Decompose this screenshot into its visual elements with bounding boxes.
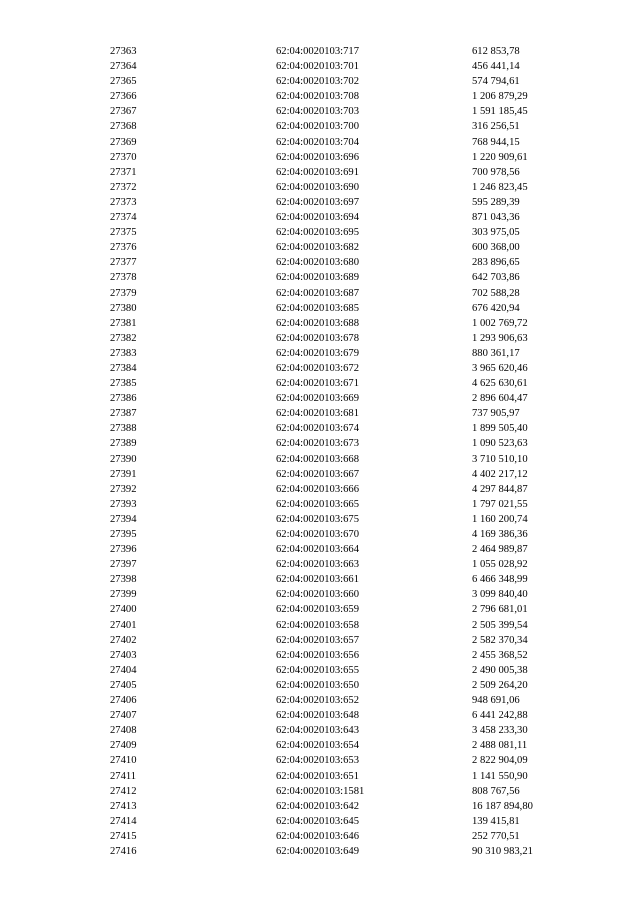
row-number: 27387 (110, 408, 137, 420)
row-number: 27395 (110, 529, 137, 540)
table-row (110, 542, 580, 557)
cadastral-value: 574 794,61 (472, 76, 520, 88)
table-row (110, 270, 580, 285)
row-number: 27367 (110, 106, 137, 118)
cadastral-value: 90 310 983,21 (472, 845, 533, 857)
cadastral-number: 62:04:0020103:649 (276, 845, 359, 857)
cadastral-value: 139 415,81 (472, 815, 520, 827)
row-number: 27402 (110, 634, 137, 646)
cadastral-value: 3 099 840,40 (472, 589, 528, 601)
row-number: 27366 (110, 91, 137, 103)
cadastral-value: 1 090 523,63 (472, 438, 528, 450)
cadastral-number: 62:04:0020103:681 (276, 408, 359, 420)
table-row (110, 376, 580, 391)
cadastral-value: 456 441,14 (472, 61, 520, 73)
table-row (110, 602, 580, 617)
table-row (110, 753, 580, 768)
cadastral-value: 1 220 909,61 (472, 151, 528, 163)
cadastral-number: 62:04:0020103:670 (276, 529, 359, 540)
cadastral-number: 62:04:0020103:682 (276, 242, 359, 254)
cadastral-value: 948 691,06 (472, 695, 520, 707)
cadastral-value: 6 466 348,99 (472, 574, 528, 586)
row-number: 27396 (110, 544, 137, 556)
cadastral-number: 62:04:0020103:671 (276, 378, 359, 390)
cadastral-number: 62:04:0020103:659 (276, 604, 359, 616)
row-number: 27412 (110, 785, 137, 797)
table-row (110, 406, 580, 421)
row-number: 27364 (110, 61, 137, 73)
table-row (110, 59, 580, 74)
cadastral-number: 62:04:0020103:689 (276, 272, 359, 284)
cadastral-number: 62:04:0020103:687 (276, 287, 359, 299)
table-row (110, 678, 580, 693)
cadastral-value: 3 458 233,30 (472, 725, 528, 737)
table-row (110, 844, 580, 859)
cadastral-value: 1 899 505,40 (472, 423, 528, 435)
row-number: 27374 (110, 212, 137, 224)
table-row (110, 618, 580, 633)
row-number: 27375 (110, 227, 137, 239)
table-row (110, 180, 580, 195)
cadastral-number: 62:04:0020103:701 (276, 61, 359, 73)
cadastral-value: 880 361,17 (472, 347, 520, 359)
cadastral-value: 2 896 604,47 (472, 393, 528, 405)
cadastral-number: 62:04:0020103:674 (276, 423, 359, 435)
row-number: 27378 (110, 272, 137, 284)
table-row (110, 633, 580, 648)
row-number: 27371 (110, 166, 137, 178)
row-number: 27363 (110, 46, 137, 57)
row-number: 27372 (110, 181, 137, 193)
row-number: 27401 (110, 619, 137, 631)
table-row (110, 799, 580, 814)
cadastral-value: 1 055 028,92 (472, 559, 528, 571)
table-row (110, 225, 580, 240)
cadastral-value: 871 043,36 (472, 212, 520, 224)
table-row (110, 436, 580, 451)
table-row (110, 708, 580, 723)
table-row (110, 316, 580, 331)
table-row (110, 814, 580, 829)
table-row (110, 44, 580, 59)
cadastral-number: 62:04:0020103:669 (276, 393, 359, 405)
cadastral-value: 4 402 217,12 (472, 468, 528, 480)
cadastral-number: 62:04:0020103:688 (276, 317, 359, 329)
row-number: 27383 (110, 347, 137, 359)
cadastral-value: 16 187 894,80 (472, 800, 533, 812)
row-number: 27380 (110, 302, 137, 314)
table-row (110, 769, 580, 784)
cadastral-number: 62:04:0020103:679 (276, 347, 359, 359)
cadastral-value: 737 905,97 (472, 408, 520, 420)
cadastral-value: 1 293 906,63 (472, 332, 528, 344)
cadastral-value: 2 796 681,01 (472, 604, 528, 616)
cadastral-number: 62:04:0020103:708 (276, 91, 359, 103)
table-row (110, 482, 580, 497)
cadastral-value: 1 160 200,74 (472, 513, 528, 525)
row-number: 27389 (110, 438, 137, 450)
row-number: 27369 (110, 136, 137, 148)
table-row (110, 391, 580, 406)
cadastral-value: 4 625 630,61 (472, 378, 528, 390)
cadastral-number: 62:04:0020103:665 (276, 498, 359, 510)
cadastral-number: 62:04:0020103:673 (276, 438, 359, 450)
table-row (110, 135, 580, 150)
cadastral-number: 62:04:0020103:643 (276, 725, 359, 737)
table-row (110, 210, 580, 225)
cadastral-value: 1 797 021,55 (472, 498, 528, 510)
row-number: 27373 (110, 196, 137, 208)
row-number: 27398 (110, 574, 137, 586)
table-row (110, 572, 580, 587)
cadastral-number: 62:04:0020103:646 (276, 830, 359, 842)
cadastral-value: 2 464 989,87 (472, 544, 528, 556)
table-row (110, 301, 580, 316)
cadastral-number: 62:04:0020103:652 (276, 695, 359, 707)
table-row (110, 829, 580, 844)
table-row (110, 361, 580, 376)
cadastral-value: 2 822 904,09 (472, 755, 528, 767)
table-row (110, 784, 580, 799)
cadastral-number: 62:04:0020103:645 (276, 815, 359, 827)
table-row (110, 738, 580, 753)
cadastral-value: 612 853,78 (472, 46, 520, 57)
cadastral-number: 62:04:0020103:696 (276, 151, 359, 163)
row-number: 27370 (110, 151, 137, 163)
table-row (110, 512, 580, 527)
row-number: 27406 (110, 695, 137, 707)
cadastral-number: 62:04:0020103:661 (276, 574, 359, 586)
cadastral-number: 62:04:0020103:704 (276, 136, 359, 148)
row-number: 27379 (110, 287, 137, 299)
table-row (110, 346, 580, 361)
row-number: 27408 (110, 725, 137, 737)
cadastral-value: 1 206 879,29 (472, 91, 528, 103)
table-row (110, 421, 580, 436)
row-number: 27376 (110, 242, 137, 254)
table-row (110, 527, 580, 542)
cadastral-value: 676 420,94 (472, 302, 520, 314)
row-number: 27405 (110, 679, 137, 691)
row-number: 27368 (110, 121, 137, 133)
cadastral-value: 642 703,86 (472, 272, 520, 284)
cadastral-value: 595 289,39 (472, 196, 520, 208)
cadastral-number: 62:04:0020103:650 (276, 679, 359, 691)
cadastral-value: 283 896,65 (472, 257, 520, 269)
row-number: 27382 (110, 332, 137, 344)
cadastral-number: 62:04:0020103:656 (276, 649, 359, 661)
table-row (110, 557, 580, 572)
cadastral-value: 768 944,15 (472, 136, 520, 148)
row-number: 27409 (110, 740, 137, 752)
cadastral-number: 62:04:0020103:702 (276, 76, 359, 88)
cadastral-value: 1 141 550,90 (472, 770, 528, 782)
cadastral-value: 3 965 620,46 (472, 362, 528, 374)
cadastral-number: 62:04:0020103:653 (276, 755, 359, 767)
cadastral-number: 62:04:0020103:690 (276, 181, 359, 193)
cadastral-number: 62:04:0020103:648 (276, 710, 359, 722)
cadastral-value: 2 509 264,20 (472, 679, 528, 691)
row-number: 27407 (110, 710, 137, 722)
cadastral-value: 3 710 510,10 (472, 453, 528, 465)
row-number: 27413 (110, 800, 137, 812)
row-number: 27390 (110, 453, 137, 465)
cadastral-number: 62:04:0020103:658 (276, 619, 359, 631)
row-number: 27377 (110, 257, 137, 269)
row-number: 27399 (110, 589, 137, 601)
row-number: 27388 (110, 423, 137, 435)
table-row (110, 255, 580, 270)
cadastral-value: 316 256,51 (472, 121, 520, 133)
cadastral-number: 62:04:0020103:664 (276, 544, 359, 556)
row-number: 27384 (110, 362, 137, 374)
cadastral-value: 2 488 081,11 (472, 740, 528, 752)
row-number: 27416 (110, 845, 137, 857)
table-row (110, 74, 580, 89)
cadastral-number: 62:04:0020103:691 (276, 166, 359, 178)
row-number: 27392 (110, 483, 137, 495)
row-number: 27397 (110, 559, 137, 571)
table-row (110, 195, 580, 210)
cadastral-number: 62:04:0020103:694 (276, 212, 359, 224)
table-row (110, 723, 580, 738)
cadastral-value: 4 297 844,87 (472, 483, 528, 495)
cadastral-value: 2 455 368,52 (472, 649, 528, 661)
cadastral-value: 600 368,00 (472, 242, 520, 254)
row-number: 27385 (110, 378, 137, 390)
cadastral-value-table (110, 44, 580, 859)
row-number: 27386 (110, 393, 137, 405)
cadastral-number: 62:04:0020103:672 (276, 362, 359, 374)
cadastral-value: 6 441 242,88 (472, 710, 528, 722)
cadastral-number: 62:04:0020103:697 (276, 196, 359, 208)
cadastral-number: 62:04:0020103:1581 (276, 785, 365, 797)
row-number: 27394 (110, 513, 137, 525)
cadastral-value: 1 002 769,72 (472, 317, 528, 329)
cadastral-number: 62:04:0020103:666 (276, 483, 359, 495)
cadastral-value: 700 978,56 (472, 166, 520, 178)
cadastral-value: 303 975,05 (472, 227, 520, 239)
cadastral-number: 62:04:0020103:667 (276, 468, 359, 480)
row-number: 27411 (110, 770, 137, 782)
row-number: 27414 (110, 815, 137, 827)
cadastral-number: 62:04:0020103:660 (276, 589, 359, 601)
cadastral-number: 62:04:0020103:663 (276, 559, 359, 571)
table-row (110, 467, 580, 482)
table-row (110, 286, 580, 301)
table-row (110, 104, 580, 119)
row-number: 27400 (110, 604, 137, 616)
table-row (110, 89, 580, 104)
table-row (110, 648, 580, 663)
cadastral-value: 4 169 386,36 (472, 529, 528, 540)
cadastral-number: 62:04:0020103:700 (276, 121, 359, 133)
row-number: 27391 (110, 468, 137, 480)
table-row (110, 240, 580, 255)
table-row (110, 587, 580, 602)
table-row (110, 693, 580, 708)
cadastral-value: 2 582 370,34 (472, 634, 528, 646)
cadastral-number: 62:04:0020103:654 (276, 740, 359, 752)
table-row (110, 663, 580, 678)
cadastral-number: 62:04:0020103:675 (276, 513, 359, 525)
cadastral-number: 62:04:0020103:657 (276, 634, 359, 646)
cadastral-number: 62:04:0020103:680 (276, 257, 359, 269)
row-number: 27403 (110, 649, 137, 661)
table-row (110, 331, 580, 346)
cadastral-value: 1 591 185,45 (472, 106, 528, 118)
row-number: 27404 (110, 664, 137, 676)
cadastral-number: 62:04:0020103:668 (276, 453, 359, 465)
row-number: 27415 (110, 830, 137, 842)
cadastral-number: 62:04:0020103:651 (276, 770, 359, 782)
row-number: 27381 (110, 317, 137, 329)
cadastral-number: 62:04:0020103:678 (276, 332, 359, 344)
cadastral-number: 62:04:0020103:695 (276, 227, 359, 239)
table-row (110, 452, 580, 467)
table-row (110, 119, 580, 134)
row-number: 27393 (110, 498, 137, 510)
cadastral-number: 62:04:0020103:642 (276, 800, 359, 812)
cadastral-number: 62:04:0020103:717 (276, 46, 359, 57)
table-row (110, 150, 580, 165)
cadastral-value: 252 770,51 (472, 830, 520, 842)
cadastral-value: 808 767,56 (472, 785, 520, 797)
cadastral-value: 702 588,28 (472, 287, 520, 299)
cadastral-number: 62:04:0020103:655 (276, 664, 359, 676)
cadastral-value: 1 246 823,45 (472, 181, 528, 193)
row-number: 27410 (110, 755, 137, 767)
cadastral-value: 2 490 005,38 (472, 664, 528, 676)
cadastral-number: 62:04:0020103:685 (276, 302, 359, 314)
cadastral-number: 62:04:0020103:703 (276, 106, 359, 118)
table-row (110, 497, 580, 512)
cadastral-value: 2 505 399,54 (472, 619, 528, 631)
table-row (110, 165, 580, 180)
row-number: 27365 (110, 76, 137, 88)
